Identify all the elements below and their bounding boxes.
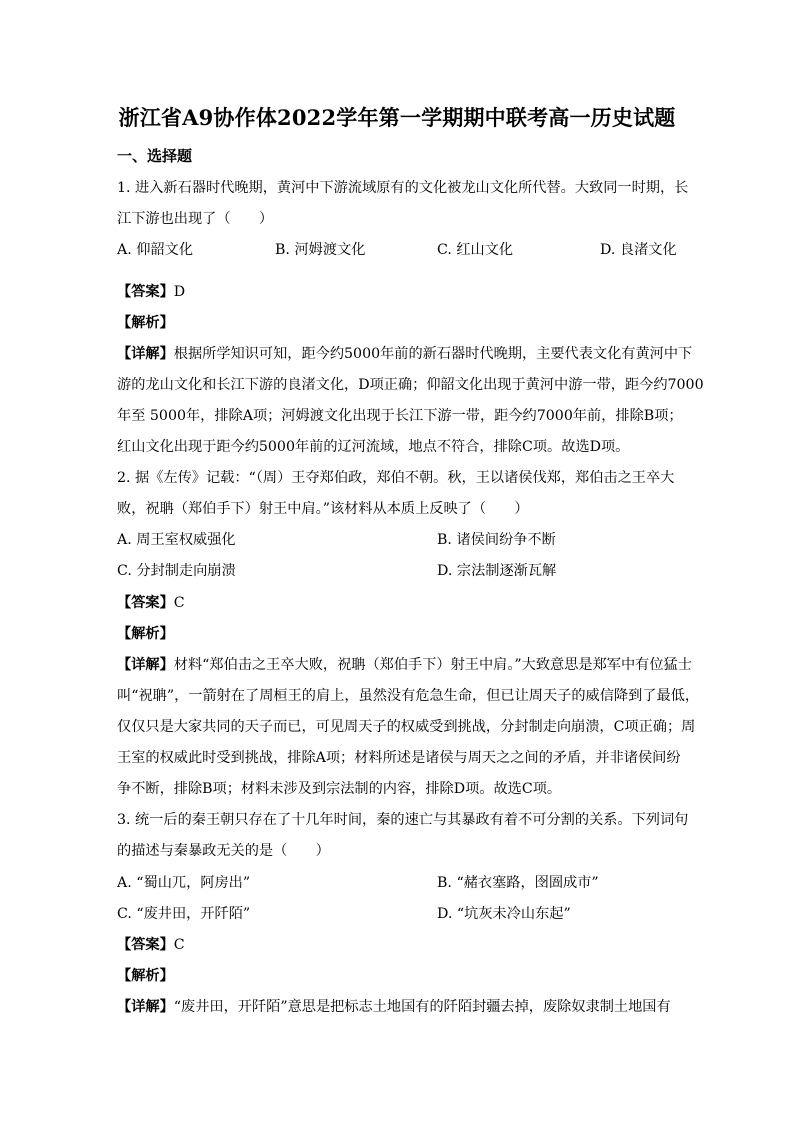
q2-detail-line-3: 仅仅只是大家共同的天子而已，可见周天子的权威受到挑战，分封制走向崩溃，C项正确；周	[117, 719, 696, 735]
answer-label: 【答案】	[117, 595, 174, 611]
q2-detail-line-2: 叫“祝聃”，一箭射在了周桓王的肩上，虽然没有危急生命，但已让周天子的威信降到了最低，	[117, 688, 700, 704]
q1-detail-line-1: 【详解】根据所学知识可知，距今约5000年前的新石器时代晚期，主要代表文化有黄河中下	[117, 346, 693, 362]
q3-answer	[117, 934, 185, 954]
q1-option-a: A. 仰韶文化	[117, 242, 194, 258]
q3-stem-line-2: 的描述与秦暴政无关的是（ ）	[117, 843, 330, 859]
q3-option-b: B. “赭衣塞路，囹圄成市”	[437, 875, 599, 891]
q3-option-d: D. “坑灰未冷山东起”	[437, 906, 571, 922]
answer-value: C	[173, 595, 185, 611]
q2-stem-line-2: 败，祝聃（郑伯手下）射王中肩。”该材料从本质上反映了（ ）	[117, 501, 529, 517]
q2-detail-line-4: 王室的权威此时受到挑战，排除A项；材料所述是诸侯与周天之之间的矛盾，并非诸侯间纷	[117, 750, 681, 766]
q1-option-b: B. 河姆渡文化	[275, 242, 366, 258]
q3-detail-line-1: 【详解】“废井田，开阡陌”意思是把标志土地国有的阡陌封疆去掉，废除奴隶制土地国有	[117, 999, 671, 1015]
q1-analysis-label: 【解析】	[117, 315, 174, 331]
q1-detail-line-4: 红山文化出现于距今约5000年前的辽河流域，地点不符合，排除C项。故选D项。	[117, 439, 630, 455]
q1-answer	[117, 281, 185, 301]
answer-value: D	[173, 284, 186, 300]
q2-analysis-label: 【解析】	[117, 626, 174, 642]
q3-stem-line-1: 3. 统一后的秦王朝只存在了十几年时间，秦的速亡与其暴政有着不可分割的关系。下列词句	[117, 812, 689, 828]
q1-detail-line-3: 年至 5000年，排除A项；河姆渡文化出现于长江下游一带，距今约7000年前，排除B项；	[117, 408, 683, 424]
detail-label: 【详解】	[117, 346, 174, 362]
answer-label: 【答案】	[117, 284, 174, 300]
q3-option-a: A. “蜀山兀，阿房出”	[117, 875, 251, 891]
q2-option-d: D. 宗法制逐渐瓦解	[437, 563, 557, 579]
q2-answer	[117, 592, 185, 612]
detail-label: 【详解】	[117, 999, 174, 1015]
q2-option-a: A. 周王室权威强化	[117, 532, 236, 548]
page-title: 浙江省A9协作体2022学年第一学期期中联考高一历史试题	[118, 105, 676, 130]
q2-stem-line-1: 2. 据《左传》记载：“（周）王夺郑伯政，郑伯不朝。秋，王以诸侯伐郑，郑伯击之王卒大	[117, 470, 675, 486]
q1-stem-line-1: 1. 进入新石器时代晚期，黄河中下游流域原有的文化被龙山文化所代替。大致同一时期，长	[117, 180, 689, 196]
answer-label: 【答案】	[117, 937, 174, 953]
q1-stem-line-2: 江下游也出现了（ ）	[117, 211, 274, 227]
q3-option-c: C. “废井田，开阡陌”	[117, 906, 251, 922]
q2-option-b: B. 诸侯间纷争不断	[437, 532, 556, 548]
q2-detail-line-1: 【详解】材料“郑伯击之王卒大败，祝聃（郑伯手下）射王中肩。”大致意思是郑军中有位猛士	[117, 657, 692, 673]
q2-detail-line-5: 争不断，排除B项；材料未涉及到宗法制的内容，排除D项。故选C项。	[117, 781, 562, 797]
answer-value: C	[173, 937, 185, 953]
q1-option-c: C. 红山文化	[437, 242, 514, 258]
q3-analysis-label: 【解析】	[117, 968, 174, 984]
section-heading: 一、选择题	[117, 147, 193, 165]
q1-detail-line-2: 游的龙山文化和长江下游的良渚文化，D项正确；仰韶文化出现于黄河中游一带，距今约7000	[117, 377, 704, 393]
detail-label: 【详解】	[117, 657, 174, 673]
q2-option-c: C. 分封制走向崩溃	[117, 563, 236, 579]
q1-option-d: D. 良渚文化	[600, 242, 677, 258]
